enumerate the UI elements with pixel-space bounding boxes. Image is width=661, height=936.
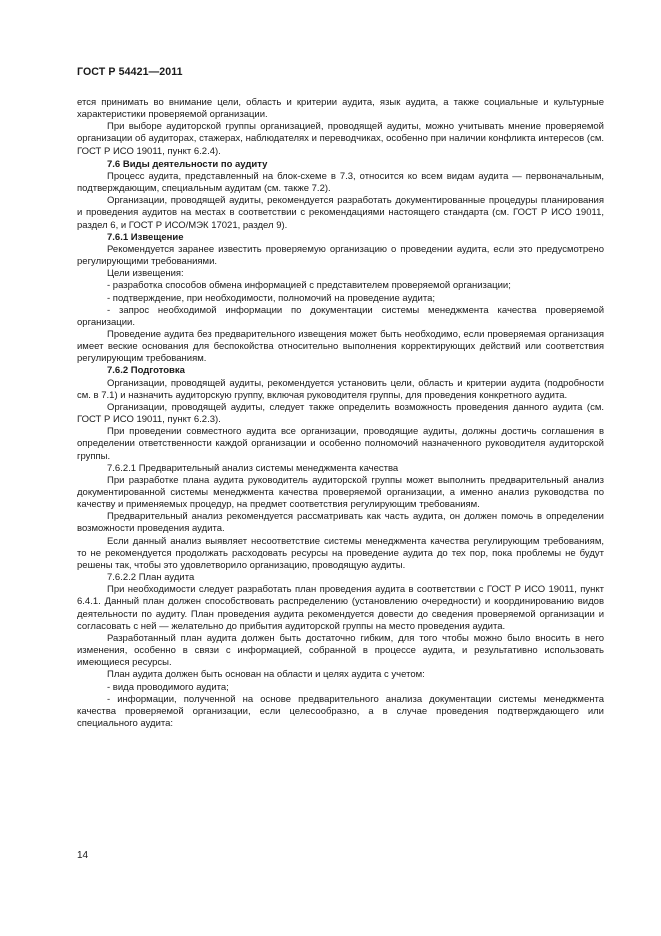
- paragraph: При разработке плана аудита руководитель аудиторской группы может выполнить предварительный анализ документированной системы менеджмента качества проверяемой организации, а именно анализ руководства по качеству и применяемых процедур, на предмет соответствия регулирующим требованиям.: [77, 474, 604, 511]
- paragraph: Рекомендуется заранее известить проверяемую организацию о проведении аудита, если это предусмотрено регулирующими требованиями.: [77, 243, 604, 268]
- document-body: [77, 97, 604, 730]
- paragraph: При проведении совместного аудита все организации, проводящие аудиты, должны достичь соглашения в определении ответственности каждой организации и особенно полномочий назначенного руководителя аудиторской группы.: [77, 426, 604, 462]
- section-heading-7-6-2: 7.6.2 Подготовка: [107, 365, 185, 377]
- section-heading-7-6-1: 7.6.1 Извещение: [107, 231, 184, 243]
- paragraph: Проведение аудита без предварительного извещения может быть необходимо, если проверяемая организация имеет веские основания для беспокойства относительно выполнения корректирующих действий или соответствия регулирующим требованиям.: [77, 328, 604, 365]
- paragraph: Цели извещения:: [107, 268, 184, 280]
- paragraph: Процесс аудита, представленный на блок-схеме в 7.3, относится ко всем видам аудита — первоначальным, подтверждающим, специальным аудитам (см. также 7.2).: [77, 170, 604, 195]
- list-item: - запрос необходимой информации по документации системы менеджмента качества проверяемой организации.: [77, 304, 604, 328]
- document-code: ГОСТ Р 54421—2011: [77, 66, 183, 78]
- list-item: - информации, полученной на основе предварительного анализа документации системы менеджмента качества проверяемой организации, если целесообразно, а в случае проведения подтверждающего или специального аудита:: [77, 693, 604, 729]
- page-number: 14: [77, 850, 89, 861]
- paragraph: План аудита должен быть основан на области и целях аудита с учетом:: [107, 669, 425, 681]
- paragraph: Организации, проводящей аудиты, рекомендуется разработать документированные процедуры планирования и проведения аудитов на местах в соответствии с рекомендациями настоящего стандарта (см. ГОСТ Р ИСО 19011, раздел 6, и ГОСТ Р ИСО/МЭК 17021, раздел 9).: [77, 195, 604, 231]
- section-heading-7-6: 7.6 Виды деятельности по аудиту: [107, 158, 268, 170]
- paragraph: ется принимать во внимание цели, область и критерии аудита, язык аудита, а также социальные и культурные характеристики проверяемой организации.: [77, 97, 604, 121]
- subsection-heading-7-6-2-1: 7.6.2.1 Предварительный анализ системы менеджмента качества: [107, 462, 399, 474]
- list-item: - вида проводимого аудита;: [107, 681, 229, 693]
- paragraph: Разработанный план аудита должен быть достаточно гибким, для того чтобы можно было вносить в него изменения, особенно в связи с информацией, собранной в процессе аудита, и результативно использовать имеющиеся ресурсы.: [77, 632, 604, 669]
- paragraph: Предварительный анализ рекомендуется рассматривать как часть аудита, он должен помочь в определении возможности проведения аудита.: [77, 511, 604, 535]
- paragraph: Организации, проводящей аудиты, рекомендуется установить цели, область и критерии аудита (подробности см. в 7.1) и назначить аудиторскую группу, включая руководителя группы, для проведения конкретного аудита.: [77, 377, 604, 401]
- paragraph: При выборе аудиторской группы организацией, проводящей аудиты, можно учитывать мнение проверяемой организации об аудиторах, стажерах, наблюдателях и переводчиках, особенно при наличии конфликта интересов (см. ГОСТ Р ИСО 19011, пункт 6.2.4).: [77, 121, 604, 157]
- list-item: - подтверждение, при необходимости, полномочий на проведение аудита;: [107, 292, 436, 304]
- subsection-heading-7-6-2-2: 7.6.2.2 План аудита: [107, 572, 195, 584]
- list-item: - разработка способов обмена информацией с представителем проверяемой организации;: [107, 280, 511, 292]
- paragraph: Если данный анализ выявляет несоответствие системы менеджмента качества регулирующим требованиям, то не рекомендуется продолжать расходовать ресурсы на проведение аудита до тех пор, пока проблемы не будут решены так, чтобы это удовлетворило организацию, проводящую аудиты.: [77, 535, 604, 571]
- paragraph: Организации, проводящей аудиты, следует также определить возможность проведения данного аудита (см. ГОСТ Р ИСО 19011, пункт 6.2.3).: [77, 401, 604, 426]
- paragraph: При необходимости следует разработать план проведения аудита в соответствии с ГОСТ Р ИСО 19011, пункт 6.4.1. Данный план должен способствовать распределению (установлению очередности) и координированию видов деятельности по аудиту. План проведения аудита рекомендуется довести до сведения проверяемой организации и согласовать с ней — желательно до прибытия аудиторской группы на место проведения аудита.: [77, 584, 604, 632]
